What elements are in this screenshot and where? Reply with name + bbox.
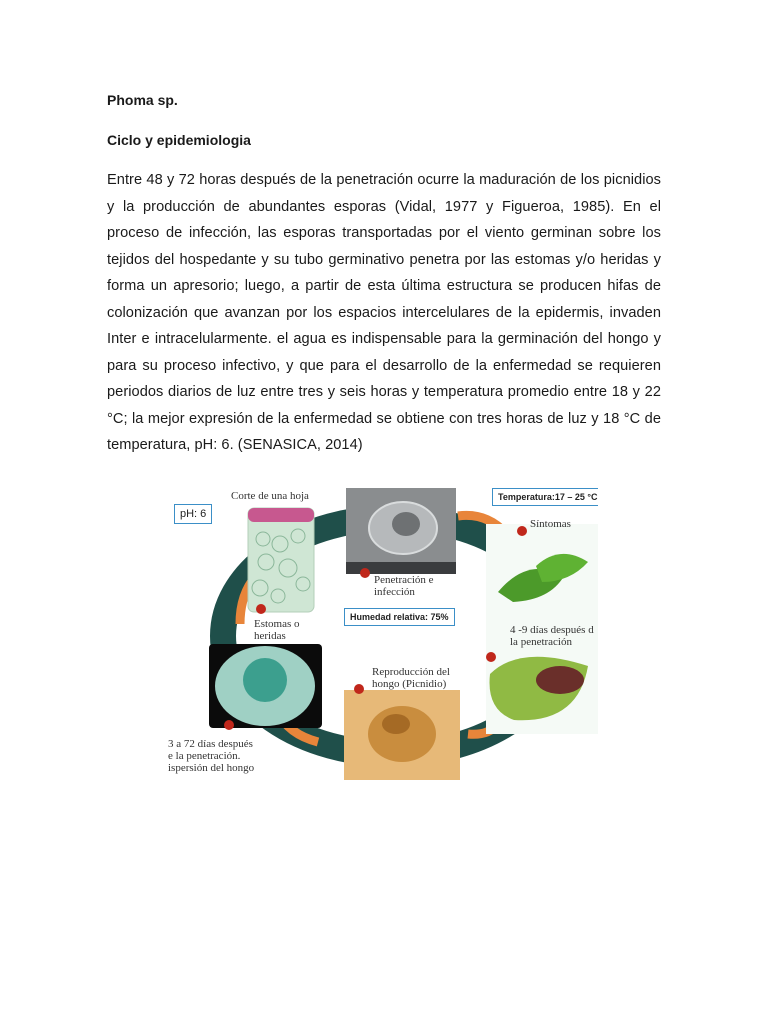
label-dias-2: la penetración <box>510 636 572 648</box>
label-dispersion-1: 3 a 72 días después <box>168 738 253 750</box>
marker-dias <box>486 652 496 662</box>
label-penetracion-2: infección <box>374 586 415 598</box>
body-paragraph: Entre 48 y 72 horas después de la penetración ocurre la maduración de los picnidios y la producción de abundantes esporas (Vidal, 1977 y Figueroa, 1985). En el proceso de infección, las esporas transportadas por el viento germinan sobre los tejidos del hospedante y su tubo germinativo penetra por las estomas y/o heridas y forma un apresorio; luego, a partir de esta última estructura se producen hifas de colonización que avanzan por los espacios intercelulares de la epidermis, invaden Inter e intracelularmente. el agua es indispensable para la germinación del hongo y para su proceso infectivo, y que para el desarrollo de la enfermedad se requieren periodos diarios de luz entre tres y seis horas y temperatura promedio entre 18 y 22 °C; la mejor expresión de la enfermedad se obtiene con tres horas de luz y 18 °C de temperatura, pH: 6. (SENASICA, 2014) <box>107 172 661 453</box>
section-title: Ciclo y epidemiologia <box>107 132 251 148</box>
label-estomas-1: Estomas o <box>254 618 300 630</box>
marker-penetracion <box>360 568 370 578</box>
marker-reproduccion <box>354 684 364 694</box>
label-dias-1: 4 -9 días después d <box>510 624 594 636</box>
label-dispersion-3: ispersión del hongo <box>168 762 255 774</box>
temperature-box: Temperatura:17 – 25 °C <box>492 488 598 506</box>
marker-dispersion <box>224 720 234 730</box>
ph-box: pH: 6 <box>174 504 212 524</box>
humidity-box: Humedad relativa: 75% <box>344 608 455 626</box>
label-estomas-2: heridas <box>254 630 286 642</box>
label-dispersion-2: e la penetración. <box>168 750 241 762</box>
label-reproduccion-2: hongo (Picnidio) <box>372 678 447 690</box>
disease-cycle-figure <box>168 484 598 780</box>
label-reproduccion-1: Reproducción del <box>372 666 450 678</box>
marker-sintomas <box>517 526 527 536</box>
label-corte: Corte de una hoja <box>231 490 309 502</box>
page-title: Phoma sp. <box>107 92 178 108</box>
marker-estomas <box>256 604 266 614</box>
label-penetracion-1: Penetración e <box>374 574 434 586</box>
label-sintomas: Síntomas <box>530 518 571 530</box>
